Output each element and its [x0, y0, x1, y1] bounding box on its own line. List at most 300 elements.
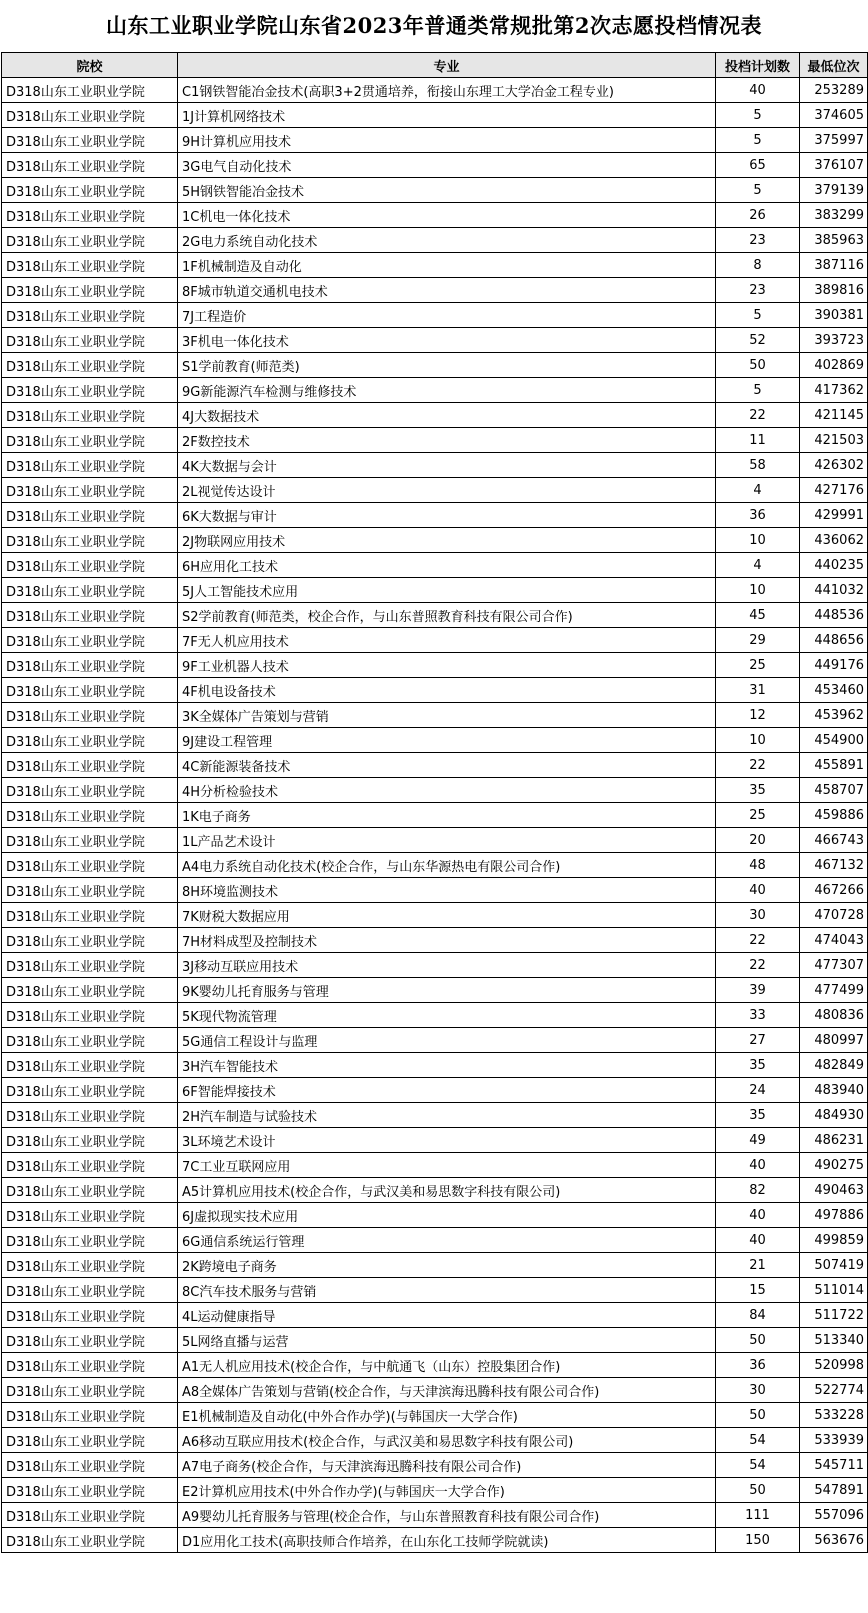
table-row — [2, 928, 868, 953]
cell-plan-count: 150 — [716, 1528, 800, 1553]
cell-plan-count: 5 — [716, 128, 800, 153]
cell-major: A8全媒体广告策划与营销(校企合作，与天津滨海迅腾科技有限公司合作) — [178, 1378, 716, 1403]
cell-plan-count: 22 — [716, 753, 800, 778]
table-row — [2, 353, 868, 378]
table-row — [2, 1278, 868, 1303]
cell-min-rank: 483940 — [800, 1078, 868, 1103]
cell-school: D318山东工业职业学院 — [2, 1453, 178, 1478]
cell-school: D318山东工业职业学院 — [2, 553, 178, 578]
sheet-title: 山东工业职业学院山东省2023年普通类常规批第2次志愿投档情况表 — [0, 0, 868, 52]
cell-school: D318山东工业职业学院 — [2, 703, 178, 728]
cell-major: 2K跨境电子商务 — [178, 1253, 716, 1278]
cell-min-rank: 379139 — [800, 178, 868, 203]
cell-plan-count: 29 — [716, 628, 800, 653]
cell-school: D318山东工业职业学院 — [2, 728, 178, 753]
cell-plan-count: 5 — [716, 378, 800, 403]
cell-plan-count: 10 — [716, 728, 800, 753]
table-row — [2, 678, 868, 703]
cell-plan-count: 24 — [716, 1078, 800, 1103]
cell-min-rank: 426302 — [800, 453, 868, 478]
cell-school: D318山东工业职业学院 — [2, 353, 178, 378]
cell-major: D1应用化工技术(高职技师合作培养，在山东化工技师学院就读) — [178, 1528, 716, 1553]
cell-plan-count: 54 — [716, 1428, 800, 1453]
cell-school: D318山东工业职业学院 — [2, 1503, 178, 1528]
cell-min-rank: 497886 — [800, 1203, 868, 1228]
cell-plan-count: 8 — [716, 253, 800, 278]
cell-major: 7H材料成型及控制技术 — [178, 928, 716, 953]
cell-min-rank: 458707 — [800, 778, 868, 803]
cell-major: A4电力系统自动化技术(校企合作，与山东华源热电有限公司合作) — [178, 853, 716, 878]
cell-min-rank: 387116 — [800, 253, 868, 278]
table-row — [2, 1053, 868, 1078]
cell-major: 3K全媒体广告策划与营销 — [178, 703, 716, 728]
cell-school: D318山东工业职业学院 — [2, 253, 178, 278]
cell-min-rank: 449176 — [800, 653, 868, 678]
cell-major: 2G电力系统自动化技术 — [178, 228, 716, 253]
cell-plan-count: 25 — [716, 653, 800, 678]
cell-major: 1J计算机网络技术 — [178, 103, 716, 128]
admission-table — [1, 52, 868, 1553]
cell-school: D318山东工业职业学院 — [2, 1378, 178, 1403]
cell-plan-count: 35 — [716, 1053, 800, 1078]
table-row — [2, 278, 868, 303]
cell-major: 3J移动互联应用技术 — [178, 953, 716, 978]
cell-plan-count: 5 — [716, 103, 800, 128]
cell-major: E1机械制造及自动化(中外合作办学)(与韩国庆一大学合作) — [178, 1403, 716, 1428]
cell-major: 3H汽车智能技术 — [178, 1053, 716, 1078]
cell-plan-count: 50 — [716, 353, 800, 378]
cell-school: D318山东工业职业学院 — [2, 1153, 178, 1178]
cell-plan-count: 40 — [716, 1203, 800, 1228]
table-row — [2, 903, 868, 928]
cell-major: 1L产品艺术设计 — [178, 828, 716, 853]
cell-school: D318山东工业职业学院 — [2, 178, 178, 203]
cell-major: 4H分析检验技术 — [178, 778, 716, 803]
cell-plan-count: 20 — [716, 828, 800, 853]
cell-school: D318山东工业职业学院 — [2, 578, 178, 603]
cell-major: 9G新能源汽车检测与维修技术 — [178, 378, 716, 403]
table-row — [2, 1428, 868, 1453]
cell-plan-count: 50 — [716, 1328, 800, 1353]
table-row — [2, 503, 868, 528]
cell-min-rank: 480836 — [800, 1003, 868, 1028]
cell-major: 2J物联网应用技术 — [178, 528, 716, 553]
table-row — [2, 853, 868, 878]
cell-plan-count: 12 — [716, 703, 800, 728]
cell-major: 9F工业机器人技术 — [178, 653, 716, 678]
cell-school: D318山东工业职业学院 — [2, 1528, 178, 1553]
cell-school: D318山东工业职业学院 — [2, 1003, 178, 1028]
cell-plan-count: 10 — [716, 578, 800, 603]
cell-plan-count: 82 — [716, 1178, 800, 1203]
table-row — [2, 1378, 868, 1403]
cell-major: 4J大数据技术 — [178, 403, 716, 428]
cell-major: 3F机电一体化技术 — [178, 328, 716, 353]
table-row — [2, 578, 868, 603]
cell-school: D318山东工业职业学院 — [2, 378, 178, 403]
cell-plan-count: 11 — [716, 428, 800, 453]
cell-plan-count: 50 — [716, 1478, 800, 1503]
cell-min-rank: 499859 — [800, 1228, 868, 1253]
cell-min-rank: 480997 — [800, 1028, 868, 1053]
cell-school: D318山东工业职业学院 — [2, 78, 178, 103]
cell-plan-count: 5 — [716, 178, 800, 203]
cell-min-rank: 482849 — [800, 1053, 868, 1078]
table-row — [2, 1203, 868, 1228]
header-school: 院校 — [2, 53, 178, 78]
cell-min-rank: 436062 — [800, 528, 868, 553]
cell-major: 5K现代物流管理 — [178, 1003, 716, 1028]
cell-school: D318山东工业职业学院 — [2, 1353, 178, 1378]
cell-school: D318山东工业职业学院 — [2, 1278, 178, 1303]
cell-plan-count: 30 — [716, 1378, 800, 1403]
cell-min-rank: 467132 — [800, 853, 868, 878]
cell-school: D318山东工业职业学院 — [2, 853, 178, 878]
cell-min-rank: 417362 — [800, 378, 868, 403]
table-row — [2, 203, 868, 228]
cell-plan-count: 40 — [716, 78, 800, 103]
cell-school: D318山东工业职业学院 — [2, 1128, 178, 1153]
table-row — [2, 1353, 868, 1378]
cell-school: D318山东工业职业学院 — [2, 828, 178, 853]
cell-major: 7J工程造价 — [178, 303, 716, 328]
cell-school: D318山东工业职业学院 — [2, 403, 178, 428]
table-row — [2, 803, 868, 828]
cell-school: D318山东工业职业学院 — [2, 1053, 178, 1078]
cell-min-rank: 454900 — [800, 728, 868, 753]
cell-min-rank: 490275 — [800, 1153, 868, 1178]
cell-school: D318山东工业职业学院 — [2, 303, 178, 328]
table-row — [2, 553, 868, 578]
table-row — [2, 178, 868, 203]
cell-min-rank: 470728 — [800, 903, 868, 928]
cell-plan-count: 22 — [716, 928, 800, 953]
cell-plan-count: 35 — [716, 1103, 800, 1128]
cell-school: D318山东工业职业学院 — [2, 103, 178, 128]
cell-min-rank: 467266 — [800, 878, 868, 903]
table-row — [2, 603, 868, 628]
table-row — [2, 1478, 868, 1503]
cell-school: D318山东工业职业学院 — [2, 1403, 178, 1428]
cell-min-rank: 486231 — [800, 1128, 868, 1153]
cell-major: 9H计算机应用技术 — [178, 128, 716, 153]
cell-plan-count: 26 — [716, 203, 800, 228]
cell-min-rank: 440235 — [800, 553, 868, 578]
table-row — [2, 1403, 868, 1428]
cell-min-rank: 522774 — [800, 1378, 868, 1403]
table-body — [2, 78, 868, 1553]
cell-major: A7电子商务(校企合作，与天津滨海迅腾科技有限公司合作) — [178, 1453, 716, 1478]
cell-plan-count: 15 — [716, 1278, 800, 1303]
cell-major: 6H应用化工技术 — [178, 553, 716, 578]
cell-plan-count: 40 — [716, 1228, 800, 1253]
table-row — [2, 828, 868, 853]
cell-major: 4C新能源装备技术 — [178, 753, 716, 778]
cell-major: 4F机电设备技术 — [178, 678, 716, 703]
cell-school: D318山东工业职业学院 — [2, 1078, 178, 1103]
cell-school: D318山东工业职业学院 — [2, 1478, 178, 1503]
cell-school: D318山东工业职业学院 — [2, 503, 178, 528]
table-row — [2, 1103, 868, 1128]
cell-min-rank: 513340 — [800, 1328, 868, 1353]
cell-major: 7K财税大数据应用 — [178, 903, 716, 928]
table-row — [2, 1003, 868, 1028]
cell-school: D318山东工业职业学院 — [2, 653, 178, 678]
cell-min-rank: 393723 — [800, 328, 868, 353]
cell-major: A5计算机应用技术(校企合作，与武汉美和易思数字科技有限公司) — [178, 1178, 716, 1203]
cell-school: D318山东工业职业学院 — [2, 978, 178, 1003]
table-row — [2, 728, 868, 753]
table-row — [2, 378, 868, 403]
cell-plan-count: 40 — [716, 878, 800, 903]
cell-min-rank: 477307 — [800, 953, 868, 978]
table-row — [2, 453, 868, 478]
table-row — [2, 1178, 868, 1203]
cell-min-rank: 563676 — [800, 1528, 868, 1553]
cell-plan-count: 4 — [716, 478, 800, 503]
cell-min-rank: 402869 — [800, 353, 868, 378]
cell-major: 1K电子商务 — [178, 803, 716, 828]
cell-school: D318山东工业职业学院 — [2, 1178, 178, 1203]
cell-school: D318山东工业职业学院 — [2, 628, 178, 653]
cell-school: D318山东工业职业学院 — [2, 1253, 178, 1278]
cell-min-rank: 557096 — [800, 1503, 868, 1528]
cell-major: 2L视觉传达设计 — [178, 478, 716, 503]
cell-major: 5L网络直播与运营 — [178, 1328, 716, 1353]
cell-min-rank: 507419 — [800, 1253, 868, 1278]
cell-plan-count: 21 — [716, 1253, 800, 1278]
cell-school: D318山东工业职业学院 — [2, 1028, 178, 1053]
table-row — [2, 653, 868, 678]
cell-plan-count: 22 — [716, 953, 800, 978]
table-row — [2, 78, 868, 103]
cell-school: D318山东工业职业学院 — [2, 153, 178, 178]
cell-school: D318山东工业职业学院 — [2, 753, 178, 778]
cell-major: 4K大数据与会计 — [178, 453, 716, 478]
cell-plan-count: 23 — [716, 278, 800, 303]
table-row — [2, 753, 868, 778]
cell-major: 7C工业互联网应用 — [178, 1153, 716, 1178]
cell-school: D318山东工业职业学院 — [2, 528, 178, 553]
cell-plan-count: 25 — [716, 803, 800, 828]
cell-min-rank: 466743 — [800, 828, 868, 853]
cell-major: 5J人工智能技术应用 — [178, 578, 716, 603]
cell-min-rank: 533228 — [800, 1403, 868, 1428]
cell-school: D318山东工业职业学院 — [2, 278, 178, 303]
table-row — [2, 528, 868, 553]
cell-min-rank: 533939 — [800, 1428, 868, 1453]
cell-plan-count: 4 — [716, 553, 800, 578]
cell-school: D318山东工业职业学院 — [2, 603, 178, 628]
cell-major: 8F城市轨道交通机电技术 — [178, 278, 716, 303]
cell-school: D318山东工业职业学院 — [2, 1103, 178, 1128]
cell-school: D318山东工业职业学院 — [2, 453, 178, 478]
cell-major: 1C机电一体化技术 — [178, 203, 716, 228]
cell-min-rank: 477499 — [800, 978, 868, 1003]
cell-major: S1学前教育(师范类) — [178, 353, 716, 378]
cell-min-rank: 459886 — [800, 803, 868, 828]
table-row — [2, 328, 868, 353]
table-row — [2, 128, 868, 153]
cell-plan-count: 84 — [716, 1303, 800, 1328]
table-row — [2, 1153, 868, 1178]
header-major: 专业 — [178, 53, 716, 78]
cell-school: D318山东工业职业学院 — [2, 328, 178, 353]
cell-plan-count: 36 — [716, 503, 800, 528]
table-row — [2, 878, 868, 903]
cell-min-rank: 448536 — [800, 603, 868, 628]
cell-min-rank: 474043 — [800, 928, 868, 953]
table-row — [2, 628, 868, 653]
cell-plan-count: 5 — [716, 303, 800, 328]
cell-major: 8H环境监测技术 — [178, 878, 716, 903]
cell-school: D318山东工业职业学院 — [2, 778, 178, 803]
cell-min-rank: 429991 — [800, 503, 868, 528]
cell-major: 6F智能焊接技术 — [178, 1078, 716, 1103]
cell-school: D318山东工业职业学院 — [2, 878, 178, 903]
cell-major: A6移动互联应用技术(校企合作，与武汉美和易思数字科技有限公司) — [178, 1428, 716, 1453]
cell-school: D318山东工业职业学院 — [2, 903, 178, 928]
cell-major: S2学前教育(师范类，校企合作，与山东普照教育科技有限公司合作) — [178, 603, 716, 628]
cell-major: 4L运动健康指导 — [178, 1303, 716, 1328]
cell-major: 9K婴幼儿托育服务与管理 — [178, 978, 716, 1003]
cell-plan-count: 31 — [716, 678, 800, 703]
table-row — [2, 1453, 868, 1478]
cell-major: 9J建设工程管理 — [178, 728, 716, 753]
cell-school: D318山东工业职业学院 — [2, 428, 178, 453]
table-row — [2, 1503, 868, 1528]
cell-plan-count: 50 — [716, 1403, 800, 1428]
table-row — [2, 703, 868, 728]
cell-school: D318山东工业职业学院 — [2, 928, 178, 953]
table-row — [2, 1078, 868, 1103]
cell-major: 2H汽车制造与试验技术 — [178, 1103, 716, 1128]
cell-major: 6J虚拟现实技术应用 — [178, 1203, 716, 1228]
cell-min-rank: 389816 — [800, 278, 868, 303]
cell-min-rank: 385963 — [800, 228, 868, 253]
cell-min-rank: 375997 — [800, 128, 868, 153]
cell-major: 1F机械制造及自动化 — [178, 253, 716, 278]
cell-school: D318山东工业职业学院 — [2, 1328, 178, 1353]
cell-major: E2计算机应用技术(中外合作办学)(与韩国庆一大学合作) — [178, 1478, 716, 1503]
table-row — [2, 953, 868, 978]
cell-school: D318山东工业职业学院 — [2, 678, 178, 703]
cell-plan-count: 36 — [716, 1353, 800, 1378]
cell-school: D318山东工业职业学院 — [2, 1228, 178, 1253]
cell-min-rank: 421145 — [800, 403, 868, 428]
cell-min-rank: 253289 — [800, 78, 868, 103]
table-header — [2, 53, 868, 78]
cell-min-rank: 390381 — [800, 303, 868, 328]
cell-plan-count: 52 — [716, 328, 800, 353]
cell-major: 2F数控技术 — [178, 428, 716, 453]
table-row — [2, 1228, 868, 1253]
cell-plan-count: 39 — [716, 978, 800, 1003]
cell-min-rank: 547891 — [800, 1478, 868, 1503]
table-row — [2, 153, 868, 178]
cell-min-rank: 441032 — [800, 578, 868, 603]
cell-major: 5H钢铁智能冶金技术 — [178, 178, 716, 203]
cell-min-rank: 453460 — [800, 678, 868, 703]
cell-plan-count: 40 — [716, 1153, 800, 1178]
cell-min-rank: 490463 — [800, 1178, 868, 1203]
cell-plan-count: 30 — [716, 903, 800, 928]
table-row — [2, 1328, 868, 1353]
cell-school: D318山东工业职业学院 — [2, 1428, 178, 1453]
table-row — [2, 978, 868, 1003]
cell-min-rank: 545711 — [800, 1453, 868, 1478]
cell-min-rank: 520998 — [800, 1353, 868, 1378]
cell-min-rank: 448656 — [800, 628, 868, 653]
cell-school: D318山东工业职业学院 — [2, 228, 178, 253]
table-row — [2, 1128, 868, 1153]
table-row — [2, 1253, 868, 1278]
table-row — [2, 228, 868, 253]
cell-major: 3L环境艺术设计 — [178, 1128, 716, 1153]
cell-plan-count: 10 — [716, 528, 800, 553]
cell-school: D318山东工业职业学院 — [2, 478, 178, 503]
cell-major: 8C汽车技术服务与营销 — [178, 1278, 716, 1303]
cell-plan-count: 23 — [716, 228, 800, 253]
cell-major: 6K大数据与审计 — [178, 503, 716, 528]
cell-min-rank: 383299 — [800, 203, 868, 228]
cell-plan-count: 35 — [716, 778, 800, 803]
header-plan-count: 投档计划数 — [716, 53, 800, 78]
cell-plan-count: 58 — [716, 453, 800, 478]
table-row — [2, 778, 868, 803]
cell-school: D318山东工业职业学院 — [2, 953, 178, 978]
cell-plan-count: 33 — [716, 1003, 800, 1028]
cell-min-rank: 511014 — [800, 1278, 868, 1303]
cell-school: D318山东工业职业学院 — [2, 803, 178, 828]
cell-min-rank: 374605 — [800, 103, 868, 128]
cell-plan-count: 48 — [716, 853, 800, 878]
cell-school: D318山东工业职业学院 — [2, 1303, 178, 1328]
table-row — [2, 303, 868, 328]
table-row — [2, 1528, 868, 1553]
header-row — [2, 53, 868, 78]
cell-major: C1钢铁智能冶金技术(高职3+2贯通培养，衔接山东理工大学冶金工程专业) — [178, 78, 716, 103]
cell-min-rank: 427176 — [800, 478, 868, 503]
cell-plan-count: 54 — [716, 1453, 800, 1478]
table-row — [2, 428, 868, 453]
cell-plan-count: 45 — [716, 603, 800, 628]
cell-major: A9婴幼儿托育服务与管理(校企合作，与山东普照教育科技有限公司合作) — [178, 1503, 716, 1528]
cell-school: D318山东工业职业学院 — [2, 1203, 178, 1228]
cell-min-rank: 484930 — [800, 1103, 868, 1128]
cell-plan-count: 111 — [716, 1503, 800, 1528]
table-row — [2, 1028, 868, 1053]
cell-plan-count: 65 — [716, 153, 800, 178]
cell-major: A1无人机应用技术(校企合作，与中航通飞（山东）控股集团合作) — [178, 1353, 716, 1378]
cell-min-rank: 511722 — [800, 1303, 868, 1328]
cell-plan-count: 27 — [716, 1028, 800, 1053]
table-row — [2, 403, 868, 428]
cell-school: D318山东工业职业学院 — [2, 203, 178, 228]
cell-min-rank: 453962 — [800, 703, 868, 728]
cell-min-rank: 421503 — [800, 428, 868, 453]
cell-major: 7F无人机应用技术 — [178, 628, 716, 653]
cell-major: 3G电气自动化技术 — [178, 153, 716, 178]
cell-plan-count: 49 — [716, 1128, 800, 1153]
cell-school: D318山东工业职业学院 — [2, 128, 178, 153]
header-min-rank: 最低位次 — [800, 53, 868, 78]
cell-major: 5G通信工程设计与监理 — [178, 1028, 716, 1053]
table-row — [2, 478, 868, 503]
cell-min-rank: 376107 — [800, 153, 868, 178]
cell-plan-count: 22 — [716, 403, 800, 428]
table-row — [2, 103, 868, 128]
